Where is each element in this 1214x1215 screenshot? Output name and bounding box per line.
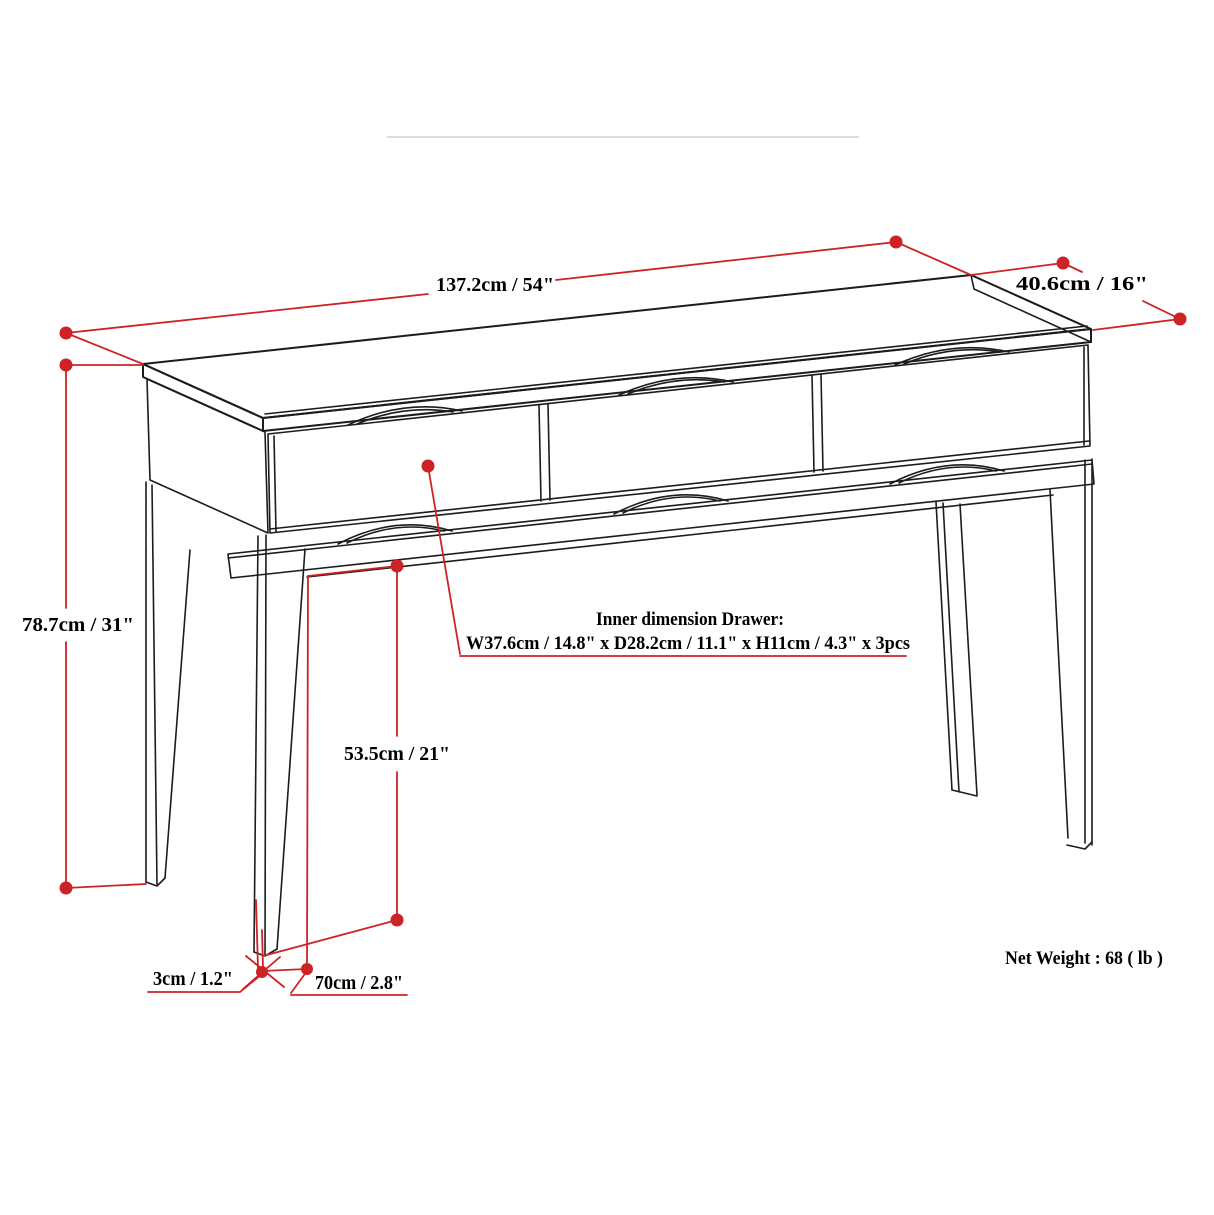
net-weight-label: Net Weight : 68 ( lb ) bbox=[1005, 948, 1163, 969]
drawer-dimension-detail: W37.6cm / 14.8" x D28.2cm / 11.1" x H11cm / 4.3" x 3pcs bbox=[466, 633, 910, 654]
dimension-endpoint-dot bbox=[391, 914, 404, 927]
leg-height-dimension-label: 53.5cm / 21" bbox=[344, 743, 450, 765]
dimension-endpoint-dot bbox=[1174, 313, 1187, 326]
drawer-divider-right bbox=[812, 374, 823, 472]
tabletop-front-edge-accent bbox=[265, 326, 1087, 414]
dimension-endpoint-dot bbox=[391, 560, 404, 573]
foot-offset-label: 70cm / 2.8" bbox=[315, 972, 403, 994]
cabinet-corner-edge bbox=[274, 436, 276, 532]
depth-dimension-label: 40.6cm / 16" bbox=[1016, 273, 1148, 295]
rail-scoop-right bbox=[890, 465, 1004, 484]
front-right-leg bbox=[1050, 459, 1092, 849]
dimension-endpoint-dot bbox=[256, 966, 268, 978]
drawer-divider-left bbox=[539, 404, 550, 501]
back-right-leg bbox=[936, 502, 977, 796]
tabletop-front-face bbox=[263, 329, 1091, 431]
dimension-endpoint-dot bbox=[60, 359, 73, 372]
length-dimension-label: 137.2cm / 54" bbox=[436, 274, 554, 296]
foot-extension-lines bbox=[256, 900, 263, 969]
dimension-endpoint-dot bbox=[60, 882, 73, 895]
rail-scoop-left bbox=[338, 525, 452, 544]
dimension-endpoint-dot bbox=[301, 963, 313, 975]
cabinet-left-face bbox=[147, 379, 268, 533]
foot-thickness-label: 3cm / 1.2" bbox=[153, 968, 233, 990]
cabinet-bottom-edge bbox=[270, 441, 1089, 529]
dimension-endpoint-dot bbox=[890, 236, 903, 249]
length-dimension-line bbox=[66, 242, 971, 364]
height-dimension-label: 78.7cm / 31" bbox=[22, 614, 134, 636]
annotation-text bbox=[22, 273, 1163, 994]
dimension-endpoint-dot bbox=[60, 327, 73, 340]
tabletop-left-face bbox=[143, 364, 263, 431]
back-rail-edge bbox=[307, 495, 1053, 577]
back-left-leg bbox=[146, 482, 190, 886]
dimension-endpoint-dot bbox=[1057, 257, 1070, 270]
dimension-endpoint-dot bbox=[422, 460, 435, 473]
foot-offset-leader bbox=[262, 576, 407, 995]
drawer-dimension-title: Inner dimension Drawer: bbox=[596, 609, 784, 630]
rail-scoop-middle bbox=[614, 495, 728, 514]
front-left-leg bbox=[254, 535, 305, 956]
